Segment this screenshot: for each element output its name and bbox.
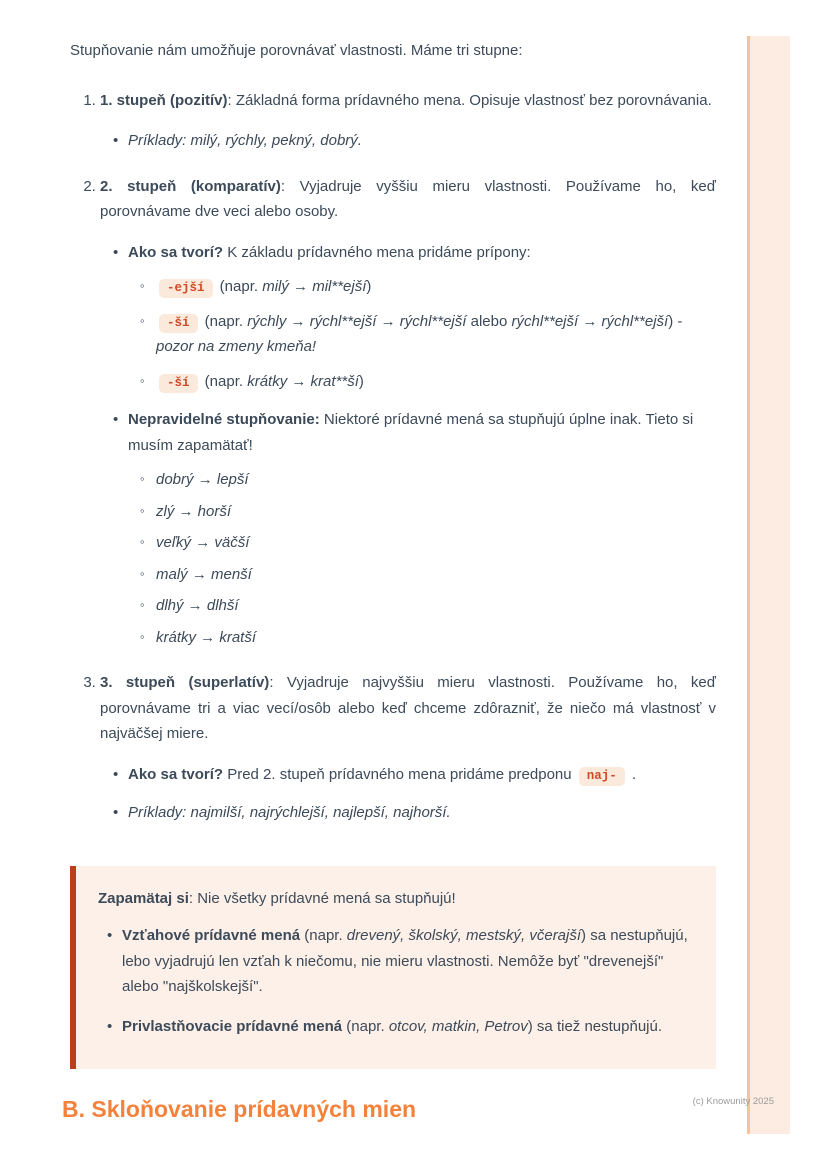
text-run: pozor na zmeny kmeňa!: [156, 338, 317, 355]
irregular-item: [156, 625, 716, 651]
text-run: (napr.: [342, 1017, 389, 1035]
degrees-ordered-list: [70, 88, 716, 826]
text-run: dlhý → dlhší: [156, 597, 239, 614]
callout-zapamataj-si: [70, 866, 716, 1070]
text-run: Nepravidelné stupňovanie:: [128, 411, 320, 428]
text-run: Ako sa tvorí?: [128, 765, 224, 783]
text-run: Niektoré prídavné mená sa stupňujú úplne inak. Tieto si musím zapamätať!: [128, 411, 694, 454]
text-run: veľký → väčší: [156, 534, 250, 551]
degree-2-lead: [100, 174, 716, 225]
irregular-item: [156, 593, 716, 619]
text-run: 3. stupeň (superlatív): [100, 674, 270, 691]
degree-3-lead: [100, 670, 716, 747]
text-run: krátky → krat**ší: [247, 372, 359, 390]
text-run: ) sa nestupňujú, lebo vyjadrujú len vzťah k niečomu, nie mieru vlastnosti. Nemôže byť "drevenejší" alebo "najškolskejší".: [122, 927, 688, 995]
text-run: ) sa tiež nestupňujú.: [527, 1017, 663, 1035]
text-run: ): [366, 278, 372, 295]
text-run: : Nie všetky prídavné mená sa stupňujú!: [188, 889, 456, 907]
code-badge: -ší: [159, 374, 198, 393]
text-run: 2. stupeň (komparatív): [100, 177, 281, 195]
degree-2-how-formed: [128, 240, 716, 395]
list-item-degree-3: [100, 670, 716, 826]
text-run: K základu prídavného mena pridáme prípony:: [223, 243, 531, 261]
callout-title: [98, 886, 690, 912]
text-run: : Vyjadruje vyššiu mieru vlastnosti. Používame ho, keď porovnávame dve veci alebo osoby.: [100, 177, 716, 220]
text-run: drevený, školský, mestský, včerajší: [346, 927, 582, 944]
degree-1-examples: [128, 128, 716, 154]
text-run: .: [627, 765, 637, 783]
text-run: (napr.: [300, 927, 347, 944]
degree-2-sublist: [100, 240, 716, 651]
text-run: : Vyjadruje najvyššiu mieru vlastnosti. Používame ho, keď porovnávame tri a viac vecí/osôb alebo keď chceme zdôrazniť, že niečo má vlastnosť v najväčšej miere.: [100, 674, 716, 742]
callout-possessive-adjectives: [122, 1014, 690, 1040]
decorative-side-stripe: [747, 36, 790, 1134]
list-item-degree-1: [100, 88, 716, 154]
text-run: Príklady: milý, rýchly, pekný, dobrý.: [128, 132, 362, 149]
text-run: Zapamätaj si: [98, 889, 189, 907]
section-heading: B. Skloňovanie prídavných mien: [62, 1096, 417, 1122]
irregular-item: [156, 562, 716, 588]
irregular-list: [128, 467, 716, 650]
degree-2-irregular: [128, 407, 716, 650]
degree-3-sublist: [100, 762, 716, 826]
text-run: Stupňovanie nám umožňuje porovnávať vlastnosti. Máme tri stupne:: [70, 42, 523, 59]
text-run: Ako sa tvorí?: [128, 243, 224, 261]
suffix-ejsi: [156, 274, 716, 300]
code-badge: naj-: [579, 767, 625, 786]
suffix-si-2: [156, 369, 716, 395]
text-run: (napr.: [200, 312, 248, 330]
suffix-si-1: [156, 309, 716, 360]
degree-1-sublist: [100, 128, 716, 154]
text-run: ): [358, 372, 364, 390]
degree-3-how-formed: [128, 762, 716, 788]
suffix-list: [128, 274, 716, 394]
text-run: 1. stupeň (pozitív): [100, 91, 228, 109]
text-run: (napr.: [215, 278, 263, 295]
degree-3-examples: [128, 800, 716, 826]
text-run: Privlastňovacie prídavné mená: [122, 1017, 343, 1035]
irregular-item: [156, 499, 716, 525]
irregular-item: [156, 530, 716, 556]
copyright-label: (c) Knowunity 2025: [692, 1096, 774, 1107]
degree-1-lead: [100, 88, 716, 114]
text-run: : Základná forma prídavného mena. Opisuje vlastnosť bez porovnávania.: [227, 91, 712, 109]
intro-paragraph: [70, 38, 716, 64]
text-run: rýchl**ejší → rýchl**ejší: [511, 312, 669, 330]
callout-list: [98, 923, 690, 1039]
text-run: Príklady: najmilší, najrýchlejší, najlepší, najhorší.: [128, 804, 451, 821]
text-run: milý → mil**ejší: [262, 278, 367, 295]
text-run: ) -: [668, 312, 683, 330]
code-badge: -ší: [159, 314, 198, 333]
text-run: rýchly → rýchl**ejší → rýchl**ejší: [247, 312, 467, 330]
document-content: [62, 38, 716, 1125]
irregular-item: [156, 467, 716, 493]
text-run: otcov, matkin, Petrov: [388, 1017, 528, 1035]
text-run: krátky → kratší: [156, 628, 257, 646]
text-run: zlý → horší: [156, 502, 232, 520]
callout-relational-adjectives: [122, 923, 690, 1000]
text-run: dobrý → lepší: [156, 471, 249, 488]
text-run: alebo: [466, 312, 512, 330]
text-run: Pred 2. stupeň prídavného mena pridáme predponu: [223, 765, 576, 783]
code-badge: -ejší: [159, 279, 213, 298]
text-run: malý → menší: [156, 565, 252, 583]
text-run: Vzťahové prídavné mená: [122, 927, 301, 944]
text-run: (napr.: [200, 372, 248, 390]
list-item-degree-2: [100, 174, 716, 651]
